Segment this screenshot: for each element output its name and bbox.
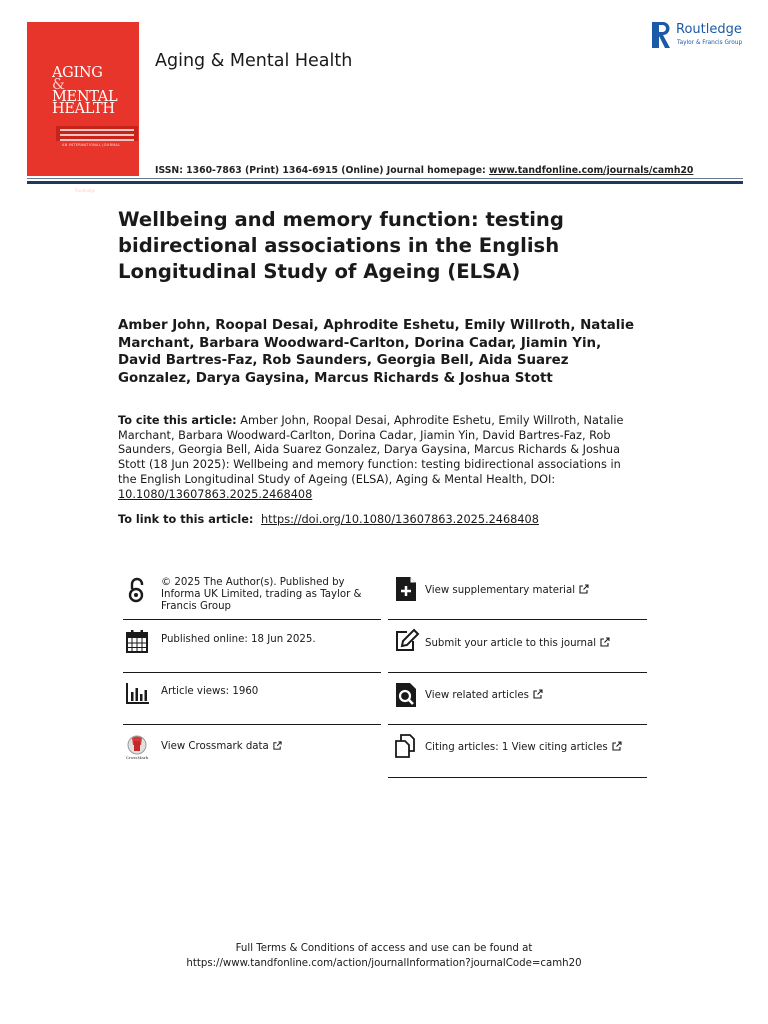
- supplementary-text: View supplementary material: [425, 585, 576, 596]
- calendar-icon: [124, 628, 150, 654]
- crossmark-icon: [124, 734, 150, 760]
- link-label: To link to this article:: [118, 513, 254, 526]
- crossmark-badge-text: CrossMark: [125, 755, 149, 760]
- article-views-text: Article views: 1960: [161, 686, 259, 697]
- grid-divider: [388, 672, 647, 673]
- published-online-text: Published online: 18 Jun 2025.: [161, 634, 316, 645]
- document-plus-icon: [394, 576, 420, 602]
- citing-articles-text: Citing articles: 1 View citing articles: [425, 742, 608, 753]
- grid-divider: [388, 777, 647, 778]
- cover-title-amp: &: [52, 77, 65, 93]
- header-divider-thick: [27, 181, 743, 184]
- cover-title-line-3: HEALTH: [52, 101, 115, 117]
- search-document-icon: [394, 682, 420, 708]
- cover-publisher-mark: Routledge: [75, 188, 96, 193]
- grid-divider: [388, 619, 647, 620]
- article-link-line: [118, 512, 539, 527]
- article-title: Wellbeing and memory function: testing bidirectional associations in the English Longitudinal Study of Ageing (ELSA): [118, 208, 564, 283]
- bar-chart-icon: [124, 680, 150, 706]
- citation-block: [118, 414, 636, 502]
- external-link-icon: [533, 689, 543, 699]
- routledge-logo[interactable]: [652, 20, 752, 50]
- grid-divider: [123, 672, 381, 673]
- grid-divider: [123, 724, 381, 725]
- open-access-icon: [124, 577, 150, 603]
- publisher-name: Routledge: [676, 22, 742, 37]
- routledge-r-icon: [652, 22, 670, 48]
- footer-terms-url[interactable]: https://www.tandfonline.com/action/journalInformation?journalCode=camh20: [186, 958, 582, 969]
- submit-text: Submit your article to this journal: [425, 638, 597, 649]
- crossmark-text: View Crossmark data: [161, 741, 269, 752]
- journal-cover-image: [27, 22, 139, 193]
- footer-terms-text: Full Terms & Conditions of access and use can be found at: [235, 943, 533, 954]
- cover-title-line-1: AGING: [52, 65, 103, 81]
- cover-title: [52, 67, 144, 115]
- cover-editor-band: [56, 126, 138, 141]
- grid-divider: [388, 724, 647, 725]
- citation-documents-icon: [394, 733, 420, 759]
- issn-line: [155, 165, 693, 176]
- external-link-icon: [579, 584, 589, 594]
- cover-title-line-2: MENTAL: [52, 89, 118, 105]
- terms-footer: [0, 941, 768, 971]
- journal-title[interactable]: Aging & Mental Health: [155, 51, 353, 71]
- cite-label: To cite this article:: [118, 414, 237, 427]
- related-articles-text: View related articles: [425, 690, 529, 701]
- external-link-icon: [612, 741, 622, 751]
- external-link-icon: [273, 741, 282, 750]
- cite-doi-link[interactable]: 10.1080/13607863.2025.2468408: [118, 487, 313, 501]
- article-doi-url[interactable]: https://doi.org/10.1080/13607863.2025.2468408: [261, 513, 539, 526]
- open-access-text: © 2025 The Author(s). Published by Informa UK Limited, trading as Taylor & Francis Group: [161, 577, 362, 612]
- cite-text: Amber John, Roopal Desai, Aphrodite Eshetu, Emily Willroth, Natalie Marchant, Barbara Woodward-Carlton, Dorina Cadar, Jiamin Yin, David Bartres-Faz, Rob Saunders, Georgia Bell, Aida Suarez Gonzalez, Darya Gaysina, Marcus Richards & Joshua Stott (18 Jun 2025): Wellbeing and memory function: testing bidirectional associations in the English Longitudinal Study of Ageing (ELSA), Aging & Mental Health, DOI:: [118, 414, 624, 486]
- journal-homepage-link[interactable]: www.tandfonline.com/journals/camh20: [489, 165, 694, 176]
- author-list: Amber John, Roopal Desai, Aphrodite Eshetu, Emily Willroth, Natalie Marchant, Barbara Woodward-Carlton, Dorina Cadar, Jiamin Yin, David Bartres-Faz, Rob Saunders, Georgia Bell, Aida Suarez Gonzalez, Darya Gaysina, Marcus Richards & Joshua Stott: [118, 318, 635, 386]
- issn-text: ISSN: 1360-7863 (Print) 1364-6915 (Online) Journal homepage:: [155, 165, 486, 176]
- cover-subtitle: AN INTERNATIONAL JOURNAL: [62, 143, 121, 147]
- external-link-icon: [600, 637, 610, 647]
- publisher-tagline: Taylor & Francis Group: [677, 40, 743, 46]
- header-divider-thin: [27, 178, 743, 179]
- grid-divider: [123, 619, 381, 620]
- edit-icon: [394, 628, 420, 654]
